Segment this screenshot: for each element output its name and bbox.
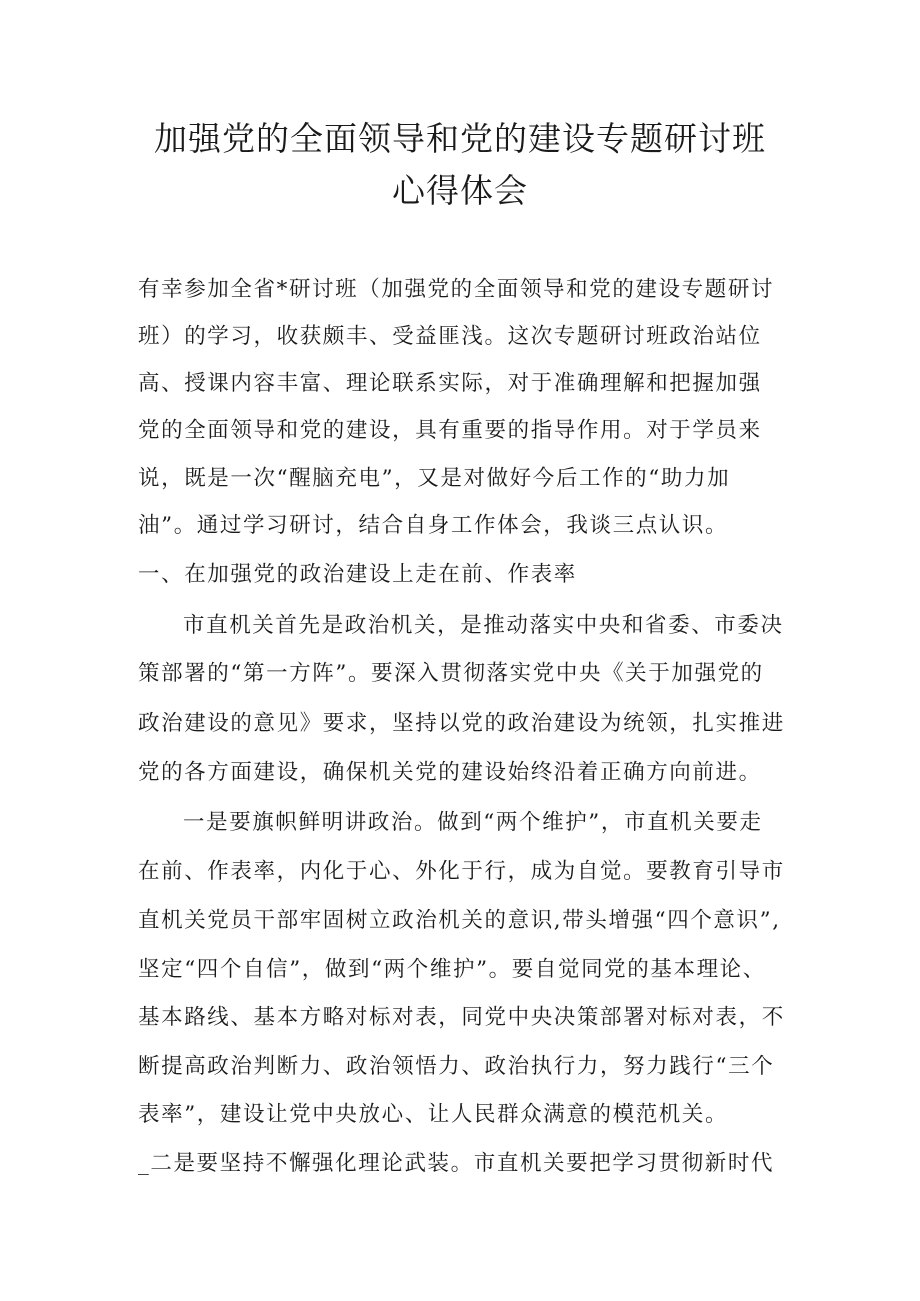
body-line: 油”。通过学习研讨，结合自身工作体会，我谈三点认识。: [138, 513, 729, 538]
document-title-line-2: 心得体会: [392, 171, 528, 210]
body-line: 高、授课内容丰富、理论联系实际，对于准确理解和把握加强: [138, 371, 762, 396]
body-line: 党的全面领导和党的建设，具有重要的指导作用。对于学员来: [138, 418, 762, 443]
body-line: 断提高政治判断力、政治领悟力、政治执行力，努力践行“三个: [138, 1054, 775, 1079]
body-line: 政治建设的意见》要求，坚持以党的政治建设为统领，扎实推进: [138, 711, 785, 736]
body-line: 党的各方面建设，确保机关党的建设始终沿着正确方向前进。: [138, 760, 762, 785]
body-line: 一是要旗帜鲜明讲政治。做到“两个维护”，市直机关要走: [183, 810, 763, 835]
body-line: 表率”，建设让党中央放心、让人民群众满意的模范机关。: [138, 1102, 729, 1127]
document-title-line-1: 加强党的全面领导和党的建设专题研讨班: [154, 119, 766, 158]
body-line: 市直机关首先是政治机关，是推动落实中央和省委、市委决: [183, 613, 784, 638]
body-line: 坚定“四个自信”，做到“两个维护”。要自觉同党的基本理论、: [138, 957, 766, 982]
section-heading: 一、在加强党的政治建设上走在前、作表率: [138, 562, 577, 587]
body-line: 在前、作表率，内化于心、外化于行，成为自觉。要教育引导市: [138, 859, 785, 884]
body-line: 班）的学习，收获颇丰、受益匪浅。这次专题研讨班政治站位: [138, 324, 762, 349]
body-line: 策部署的“第一方阵”。要深入贯彻落实党中央《关于加强党的: [138, 661, 764, 686]
body-line: 说，既是一次“醒脑充电”，又是对做好今后工作的“助力加: [138, 466, 731, 491]
body-line: 直机关党员干部牢固树立政治机关的意识,带头增强“四个意识”,: [138, 908, 781, 933]
body-line: 有幸参加全省*研讨班（加强党的全面领导和党的建设专题研讨: [138, 277, 775, 302]
body-line: _二是要坚持不懈强化理论武装。市直机关要把学习贯彻新时代: [138, 1151, 775, 1176]
body-line: 基本路线、基本方略对标对表，同党中央决策部署对标对表，不: [138, 1005, 785, 1030]
